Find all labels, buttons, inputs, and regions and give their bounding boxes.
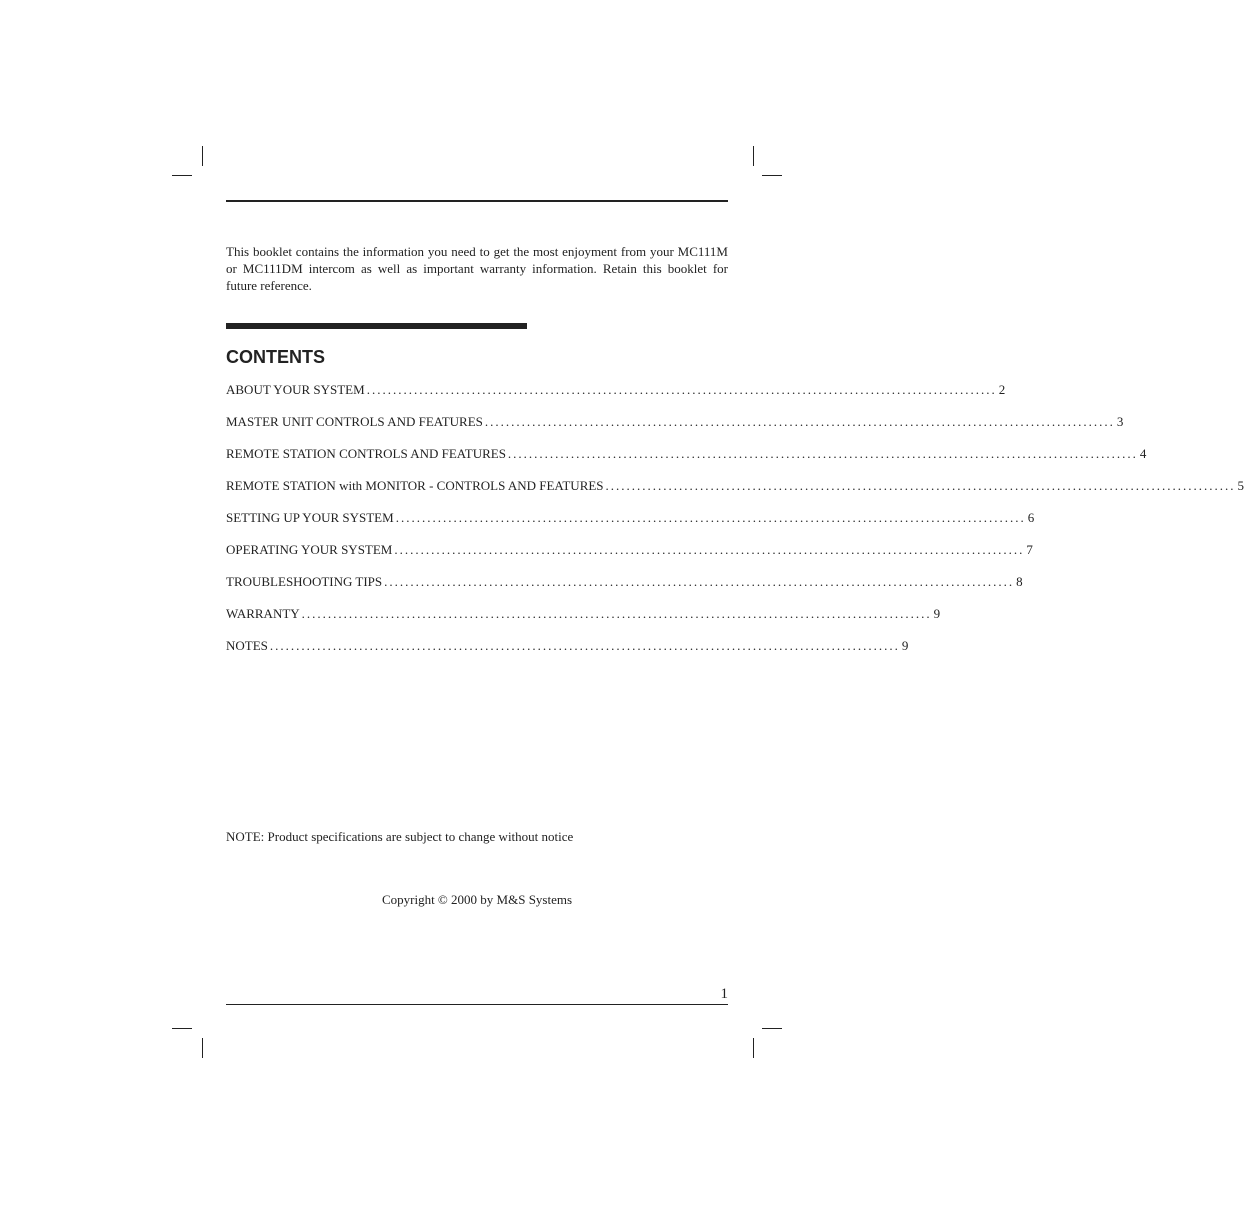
crop-mark-top-left-horizontal [172, 175, 192, 176]
toc-item-title: NOTES [226, 638, 268, 653]
toc-leader-dots: ........................................................................................................................ [269, 638, 900, 653]
toc-item[interactable] [226, 477, 1244, 509]
toc-leader-dots: ........................................................................................................................ [507, 446, 1138, 461]
crop-mark-top-right-vertical [753, 146, 754, 166]
toc-item-title: TROUBLESHOOTING TIPS [226, 574, 383, 589]
contents-title: CONTENTS [226, 347, 325, 367]
toc-leader-dots: ........................................................................................................................ [301, 606, 932, 621]
toc-item[interactable] [226, 573, 1023, 605]
top-rule [226, 200, 728, 202]
toc-item[interactable] [226, 445, 1147, 477]
toc-item-page: 7 [1026, 542, 1033, 557]
contents-heading-bar [226, 323, 527, 329]
crop-mark-bottom-right-vertical [753, 1038, 754, 1058]
toc-item-page: 9 [933, 606, 941, 621]
toc-item[interactable] [226, 509, 1035, 541]
toc-leader-dots: ........................................................................................................................ [366, 382, 997, 397]
toc-item-page: 2 [998, 382, 1006, 397]
toc-item[interactable] [226, 413, 1124, 445]
specifications-note: NOTE: Product specifications are subject to change without notice [226, 829, 574, 844]
toc-item-page: 4 [1139, 446, 1147, 461]
toc-item-title: MASTER UNIT CONTROLS AND FEATURES [226, 414, 483, 429]
toc-item-title: ABOUT YOUR SYSTEM [226, 382, 365, 397]
toc-item-title: SETTING UP YOUR SYSTEM [226, 510, 394, 525]
toc-leader-dots: ........................................................................................................................ [395, 510, 1026, 525]
toc-item-title: REMOTE STATION with MONITOR - CONTROLS AND FEATURES [226, 478, 604, 493]
toc-item[interactable] [226, 541, 1033, 573]
toc-item[interactable] [226, 605, 941, 637]
toc-leader-dots: ........................................................................................................................ [605, 478, 1236, 493]
toc-item-page: 8 [1016, 574, 1023, 589]
toc-item[interactable] [226, 637, 909, 669]
toc-item-title: OPERATING YOUR SYSTEM [226, 542, 393, 557]
table-of-contents [226, 381, 1244, 669]
intro-paragraph: This booklet contains the information you need to get the most enjoyment from your MC111M or MC111DM intercom as well as important warranty information. Retain this booklet for future reference. [226, 244, 728, 293]
toc-item-page: 5 [1237, 478, 1244, 493]
toc-item-title: WARRANTY [226, 606, 300, 621]
crop-mark-top-left-vertical [202, 146, 203, 166]
toc-leader-dots: ........................................................................................................................ [484, 414, 1115, 429]
toc-item-page: 6 [1027, 510, 1035, 525]
toc-leader-dots: ........................................................................................................................ [394, 542, 1025, 557]
page-number: 1 [720, 986, 728, 1002]
copyright-notice: Copyright © 2000 by M&S Systems [381, 892, 573, 907]
toc-item-page: 9 [901, 638, 909, 653]
crop-mark-top-right-horizontal [762, 175, 782, 176]
crop-mark-bottom-left-vertical [202, 1038, 203, 1058]
crop-mark-bottom-right-horizontal [762, 1028, 782, 1029]
toc-item-title: REMOTE STATION CONTROLS AND FEATURES [226, 446, 506, 461]
toc-leader-dots: ........................................................................................................................ [384, 574, 1015, 589]
bottom-rule [226, 1004, 728, 1005]
toc-item[interactable] [226, 381, 1006, 413]
crop-mark-bottom-left-horizontal [172, 1028, 192, 1029]
toc-item-page: 3 [1116, 414, 1124, 429]
